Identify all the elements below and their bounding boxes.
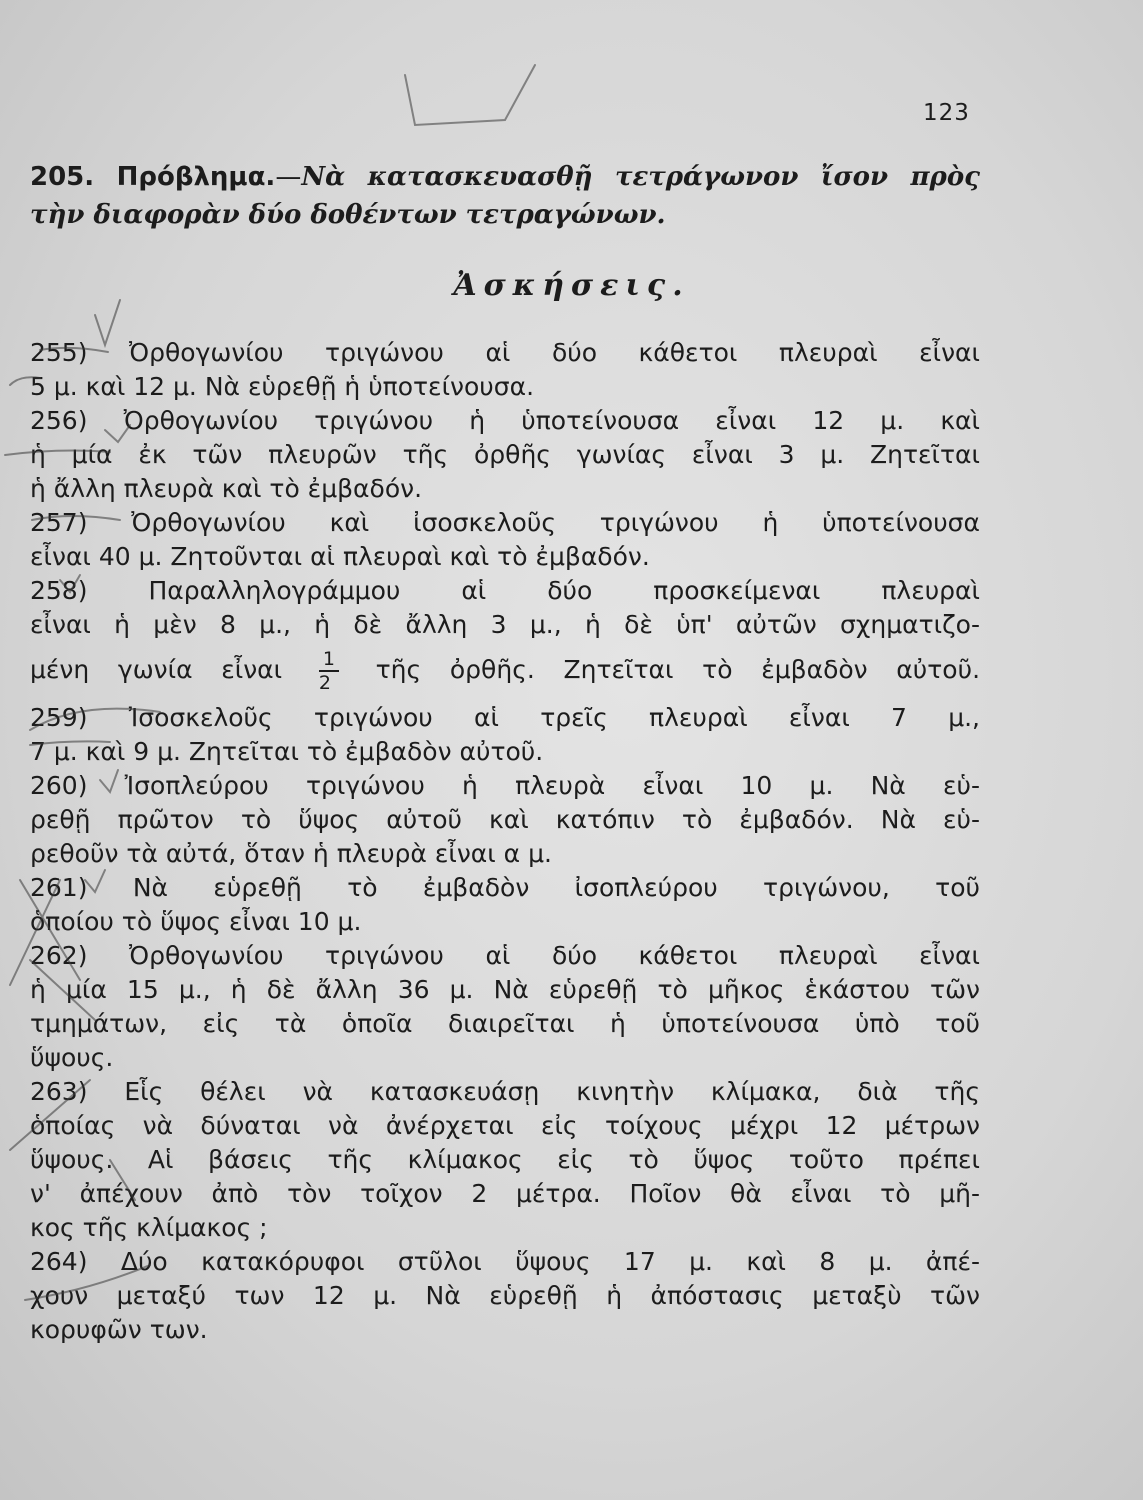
text-line: τμημάτων, εἰς τὰ ὁποῖα διαιρεῖται ἡ ὑποτείνουσα ὑπὸ τοῦ	[30, 1009, 980, 1038]
problem-number: 205. Πρόβλημα.	[30, 162, 276, 192]
text-line: εἶναι 40 μ. Ζητοῦνται αἱ πλευραὶ καὶ τὸ ἐμβαδόν.	[30, 542, 650, 571]
text-line: 262) Ὀρθογωνίου τριγώνου αἱ δύο κάθετοι πλευραὶ εἶναι	[30, 941, 980, 970]
text-line: 256) Ὀρθογωνίου τριγώνου ἡ ὑποτείνουσα εἶναι 12 μ. καὶ	[30, 406, 980, 435]
pencil-sketch-mark	[405, 65, 535, 125]
problem-statement-1: Νὰ κατασκευασθῇ τετράγωνον ἴσον πρὸς	[301, 162, 980, 192]
text-line: εἶναι ἡ μὲν 8 μ., ἡ δὲ ἄλλη 3 μ., ἡ δὲ ὑπ' αὐτῶν σχηματιζο-	[30, 610, 980, 639]
fraction-denominator: 2	[318, 672, 331, 694]
text-line: χουν μεταξύ των 12 μ. Νὰ εὑρεθῇ ἡ ἀπόστασις μεταξὺ τῶν	[30, 1281, 980, 1310]
pencil-check-mark	[105, 425, 130, 442]
text-line: 255) Ὀρθογωνίου τριγώνου αἱ δύο κάθετοι πλευραὶ εἶναι	[30, 338, 980, 367]
text-line: ὁποίου τὸ ὕψος εἶναι 10 μ.	[30, 907, 362, 936]
text-line: κος τῆς κλίμακος ;	[30, 1213, 268, 1242]
text-line: ὕψους. Αἱ βάσεις τῆς κλίμακος εἰς τὸ ὕψος τοῦτο πρέπει	[30, 1145, 980, 1174]
problem-dash: —	[275, 162, 302, 192]
text-line: 264) Δύο κατακόρυφοι στῦλοι ὕψους 17 μ. καὶ 8 μ. ἀπέ-	[30, 1247, 980, 1276]
text-line: κορυφῶν των.	[30, 1315, 208, 1344]
text-line: ἡ μία ἐκ τῶν πλευρῶν τῆς ὀρθῆς γωνίας εἶναι 3 μ. Ζητεῖται	[30, 440, 980, 469]
pencil-check-mark	[60, 575, 80, 592]
text-line: 258) Παραλληλογράμμου αἱ δύο προσκείμεναι πλευραὶ	[30, 576, 980, 605]
text-line: 260) Ἰσοπλεύρου τριγώνου ἡ πλευρὰ εἶναι 10 μ. Νὰ εὑ-	[30, 771, 980, 800]
text-line: 261) Νὰ εὑρεθῇ τὸ ἐμβαδὸν ἰσοπλεύρου τριγώνου, τοῦ	[30, 873, 980, 902]
text-line: ἡ μία 15 μ., ἡ δὲ ἄλλη 36 μ. Νὰ εὑρεθῇ τὸ μῆκος ἑκάστου τῶν	[30, 975, 980, 1004]
text-line: 7 μ. καὶ 9 μ. Ζητεῖται τὸ ἐμβαδὸν αὐτοῦ.	[30, 737, 544, 766]
text-line: ρεθῇ πρῶτον τὸ ὕψος αὐτοῦ καὶ κατόπιν τὸ ἐμβαδόν. Νὰ εὑ-	[30, 805, 980, 834]
text-line: ρεθοῦν τὰ αὐτά, ὅταν ἡ πλευρὰ εἶναι α μ.	[30, 839, 552, 868]
text-line: ὕψους.	[30, 1043, 114, 1072]
exercises-heading: Ἀσκήσεις.	[453, 268, 690, 303]
pencil-check-mark	[95, 300, 120, 345]
text-line: ν' ἀπέχουν ἀπὸ τὸν τοῖχον 2 μέτρα. Ποῖον θὰ εἶναι τὸ μῆ-	[30, 1179, 980, 1208]
fraction-numerator: 1	[319, 648, 339, 672]
text-line: 259) Ἰσοσκελοῦς τριγώνου αἱ τρεῖς πλευραὶ εἶναι 7 μ.,	[30, 703, 980, 732]
page-number: 123	[923, 100, 970, 126]
pencil-check-mark	[100, 770, 118, 792]
text-line: ἡ ἄλλη πλευρὰ καὶ τὸ ἐμβαδόν.	[30, 474, 423, 503]
text-line: 263) Εἷς θέλει νὰ κατασκευάσῃ κινητὴν κλίμακα, διὰ τῆς	[30, 1077, 980, 1106]
problem-statement-2: τὴν διαφορὰν δύο δοθέντων τετραγώνων.	[30, 200, 666, 230]
fraction-line-before: μένη γωνία εἶναι	[30, 655, 283, 684]
fraction-line-after: τῆς ὀρθῆς. Ζητεῖται τὸ ἐμβαδὸν αὐτοῦ.	[375, 655, 981, 684]
text-line: 5 μ. καὶ 12 μ. Νὰ εὑρεθῇ ἡ ὑποτείνουσα.	[30, 372, 535, 401]
pencil-check-mark	[85, 870, 105, 892]
text-line: 257) Ὀρθογωνίου καὶ ἰσοσκελοῦς τριγώνου ἡ ὑποτείνουσα	[30, 508, 980, 537]
text-line: ὁποίας νὰ δύναται νὰ ἀνέρχεται εἰς τοίχους μέχρι 12 μέτρων	[30, 1111, 980, 1140]
